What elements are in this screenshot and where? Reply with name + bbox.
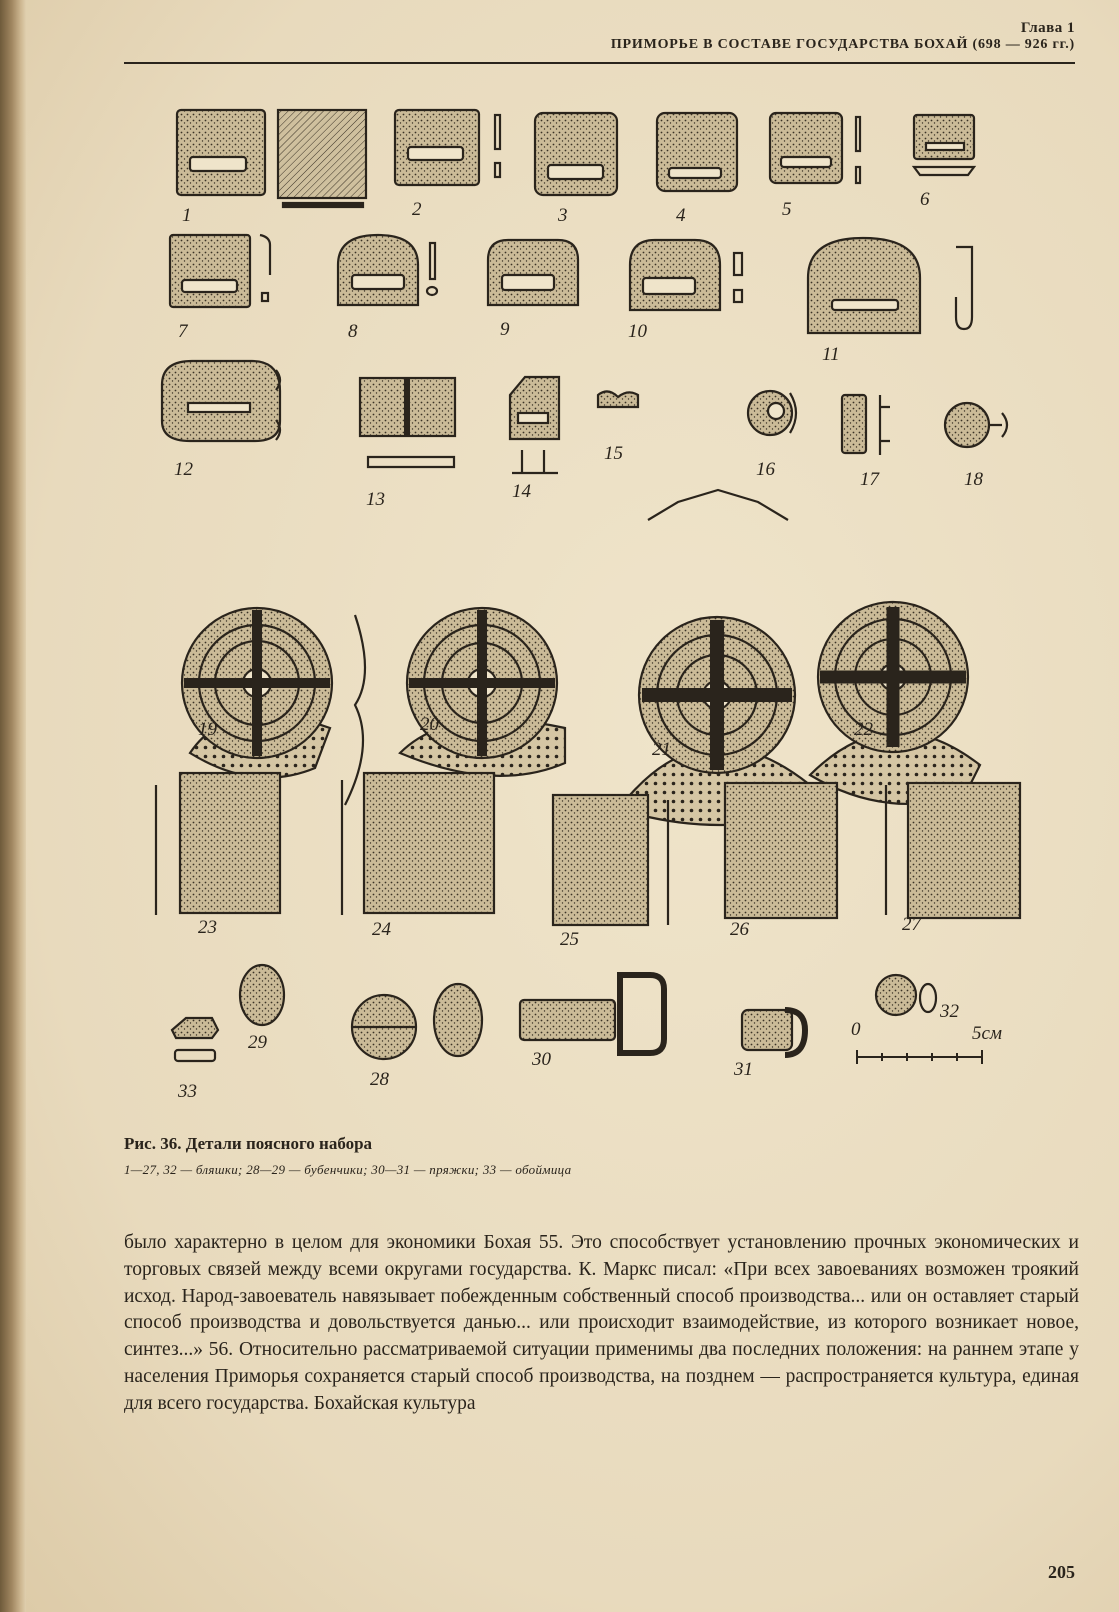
chapter-title: ПРИМОРЬЕ В СОСТАВЕ ГОСУДАРСТВА БОХАЙ (698 — 926 гг.) [610, 37, 1075, 52]
scale-bar [857, 1050, 982, 1064]
running-header [125, 20, 1075, 53]
item-label: 21 [652, 739, 671, 760]
item-label: 1 [182, 205, 192, 226]
item-label: 6 [920, 189, 930, 210]
item-label: 3 [558, 205, 568, 226]
caption-title: Рис. 36. Детали поясного набора [124, 1134, 373, 1153]
item-label: 7 [178, 321, 188, 342]
item-label: 14 [512, 481, 531, 502]
item-label: 31 [734, 1059, 753, 1080]
item-label: 23 [198, 917, 217, 938]
item-label: 30 [532, 1049, 551, 1070]
scale-end: 5см [972, 1023, 1003, 1044]
figure-caption [124, 1134, 1074, 1178]
item-label: 29 [248, 1032, 267, 1053]
item-label: 15 [604, 443, 623, 464]
item-label: 16 [756, 459, 775, 480]
item-label: 10 [628, 321, 647, 342]
item-label: 5 [782, 199, 792, 220]
item-label: 28 [370, 1069, 389, 1090]
header-rule [124, 62, 1075, 64]
figure-drawing [120, 95, 1080, 1135]
item-label: 8 [348, 321, 358, 342]
item-label: 33 [178, 1081, 197, 1102]
item-label: 22 [854, 719, 873, 740]
item-label: 25 [560, 929, 579, 950]
page-number: 205 [1048, 1562, 1075, 1582]
item-label: 19 [198, 719, 217, 740]
rosette-22 [810, 602, 980, 804]
item-label: 18 [964, 469, 983, 490]
item-label: 27 [902, 914, 921, 935]
item-label: 26 [730, 919, 749, 940]
paragraph-text: было характерно в целом для экономики Бохая 55. Это способствует установлению прочных экономических и торговых связей между всеми округами государства. К. Маркс писал: «При всех завоеваниях возможен троякий исход. Народ-завоеватель навязывает побежденным собственный способ производства... или он оставляет старый способ производства и довольствуется данью... или происходит взаимодействие, из которого возникает новое, синтез...» 56. Относительно рассматриваемой ситуации применимы два последних положения: на раннем этапе у населения Приморья сохраняется старый способ производства, на позднем — распространяется культура, единая для всего государства. Бохайская культура [124, 1232, 1079, 1414]
item-label: 2 [412, 199, 422, 220]
caption-legend: 1—27, 32 — бляшки; 28—29 — бубенчики; 30—31 — пряжки; 33 — обоймица [124, 1162, 572, 1177]
chapter-label: Глава 1 [1020, 20, 1075, 36]
item-label: 17 [860, 469, 879, 490]
item-label: 4 [676, 205, 686, 226]
figure-belt-set [120, 95, 1080, 1135]
item-label: 13 [366, 489, 385, 510]
item-label: 20 [420, 714, 439, 735]
rosette-20 [400, 608, 565, 776]
item-label: 24 [372, 919, 391, 940]
scale-zero: 0 [851, 1019, 861, 1040]
body-paragraph [124, 1230, 1079, 1418]
rosette-19 [182, 608, 332, 778]
book-spine-shadow [0, 0, 26, 1612]
item-label: 9 [500, 319, 510, 340]
item-label: 11 [822, 344, 840, 365]
item-label: 12 [174, 459, 193, 480]
item-label: 32 [940, 1001, 959, 1022]
